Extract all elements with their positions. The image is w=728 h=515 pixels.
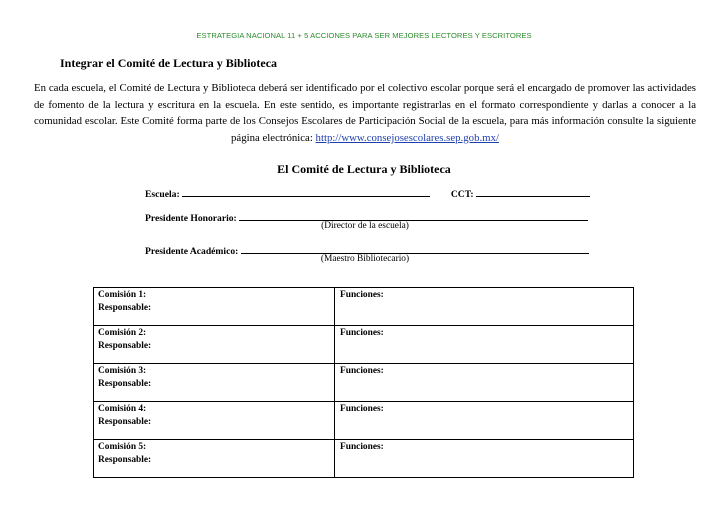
commission-cell[interactable] — [98, 441, 151, 466]
functions-label: Funciones: — [340, 328, 384, 338]
responsible-label: Responsable: — [98, 340, 152, 351]
functions-cell[interactable] — [340, 403, 384, 416]
commission-cell[interactable] — [98, 403, 151, 428]
functions-label: Funciones: — [340, 404, 384, 414]
functions-label: Funciones: — [340, 290, 384, 300]
section-title: Integrar el Comité de Lectura y Biblioteca — [60, 56, 278, 70]
cct-label: CCT: — [450, 189, 474, 200]
escuela-label: Escuela: — [145, 189, 180, 200]
form-title: El Comité de Lectura y Biblioteca — [277, 162, 451, 176]
presidente-academico-field[interactable] — [241, 243, 589, 254]
document-header: ESTRATEGIA NACIONAL 11 + 5 ACCIONES PARA SER MEJORES LECTORES Y ESCRITORES — [196, 31, 532, 40]
commission-cell[interactable] — [98, 327, 151, 352]
intro-paragraph — [34, 80, 696, 146]
presidente-honorario-label: Presidente Honorario: — [145, 213, 237, 224]
functions-cell[interactable] — [340, 365, 384, 378]
presidente-academico-label: Presidente Académico: — [145, 246, 239, 257]
functions-label: Funciones: — [340, 442, 384, 452]
responsible-label: Responsable: — [98, 416, 152, 427]
column-divider — [334, 440, 335, 477]
cct-field[interactable] — [476, 186, 590, 197]
commissions-table — [93, 287, 634, 478]
intro-text: En cada escuela, el Comité de Lectura y Biblioteca deberá ser identificado por el colectivo escolar porque será el encargado de promover las actividades de fomento de la lectura y escritura en la escuela. En este sentido, es importante registrarlas en el formato correspondiente y darlas a conocer a la comunidad escolar. Este Comité forma parte de los Consejos Escolares de Participación Social de la escuela, para más información consulte la siguiente página electrónica: — [34, 82, 696, 144]
escuela-field[interactable] — [182, 186, 430, 197]
commission-label: Comisión 4: — [98, 404, 147, 414]
presidente-honorario-note: (Director de la escuela) — [321, 221, 409, 231]
commission-cell[interactable] — [98, 289, 151, 314]
commission-row — [93, 287, 634, 326]
responsible-label: Responsable: — [98, 302, 152, 313]
column-divider — [334, 288, 335, 325]
commission-label: Comisión 5: — [98, 442, 147, 452]
responsible-label: Responsable: — [98, 454, 152, 465]
functions-cell[interactable] — [340, 327, 384, 340]
commission-row — [93, 363, 634, 402]
column-divider — [334, 326, 335, 363]
functions-cell[interactable] — [340, 441, 384, 454]
commission-label: Comisión 3: — [98, 366, 147, 376]
commission-row — [93, 325, 634, 364]
functions-cell[interactable] — [340, 289, 384, 302]
responsible-label: Responsable: — [98, 378, 152, 389]
consejos-link[interactable]: http://www.consejosescolares.sep.gob.mx/ — [315, 131, 499, 144]
presidente-honorario-field[interactable] — [239, 210, 588, 221]
commission-row — [93, 439, 634, 478]
commission-label: Comisión 2: — [98, 328, 147, 338]
escuela-row — [145, 186, 590, 200]
functions-label: Funciones: — [340, 366, 384, 376]
column-divider — [334, 402, 335, 439]
presidente-academico-note: (Maestro Bibliotecario) — [320, 254, 410, 264]
commission-label: Comisión 1: — [98, 290, 147, 300]
commission-row — [93, 401, 634, 440]
commission-cell[interactable] — [98, 365, 151, 390]
column-divider — [334, 364, 335, 401]
